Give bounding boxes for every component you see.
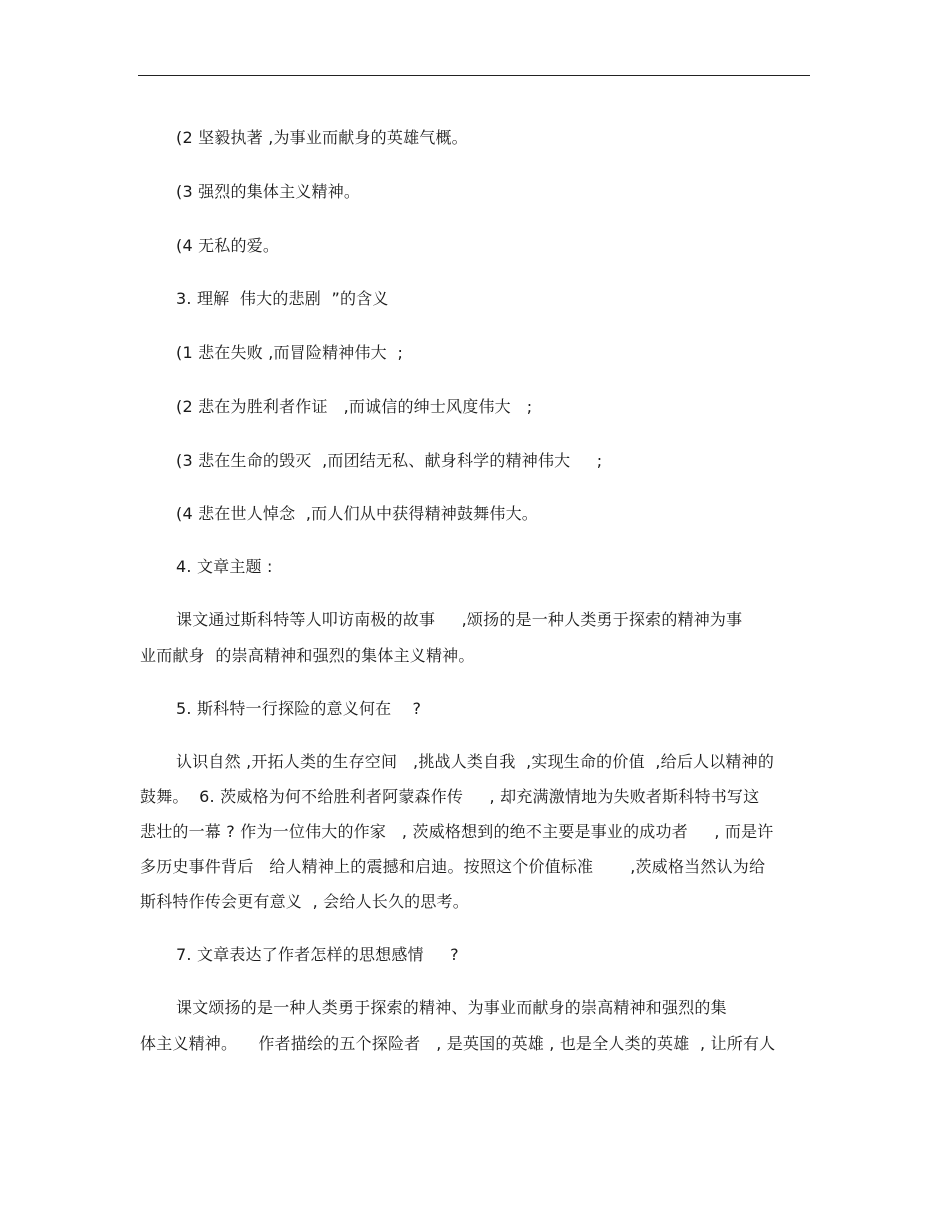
paragraph-line: 斯科特作传会更有意义 , 会给人长久的思考。 [140, 892, 469, 911]
paragraph-line: 课文颂扬的是一种人类勇于探索的精神、为事业而献身的崇高精神和强烈的集 [176, 998, 727, 1017]
section-heading: 5. 斯科特一行探险的意义何在 ? [176, 699, 422, 718]
text-line: (2 坚毅执著 ,为事业而献身的英雄气概。 [176, 128, 468, 147]
paragraph-line: 多历史事件背后 给人精神上的震撼和启迪。按照这个价值标准 ,茨威格当然认为给 [140, 857, 766, 876]
text-line: (4 无私的爱。 [176, 236, 280, 255]
header-rule [138, 75, 810, 76]
paragraph-line: 体主义精神。 作者描绘的五个探险者 , 是英国的英雄 , 也是全人类的英雄 , 让所有人 [140, 1034, 776, 1053]
paragraph-line: 课文通过斯科特等人叩访南极的故事 ,颂扬的是一种人类勇于探索的精神为事 [176, 610, 743, 629]
section-heading: 3. 理解 伟大的悲剧 ”的含义 [176, 289, 389, 308]
paragraph-line: 认识自然 ,开拓人类的生存空间 ,挑战人类自我 ,实现生命的价值 ,给后人以精神的 [176, 752, 775, 771]
text-line: (4 悲在世人悼念 ,而人们从中获得精神鼓舞伟大。 [176, 504, 538, 523]
section-heading: 4. 文章主题 : [176, 557, 273, 576]
paragraph-line: 鼓舞。 6. 茨威格为何不给胜利者阿蒙森作传 , 却充满激情地为失败者斯科特书写这 [140, 787, 760, 806]
text-line: (3 悲在生命的毁灭 ,而团结无私、献身科学的精神伟大 ; [176, 451, 603, 470]
text-line: (3 强烈的集体主义精神。 [176, 182, 361, 201]
paragraph-line: 业而献身 的崇高精神和强烈的集体主义精神。 [140, 646, 475, 665]
paragraph-line: 悲壮的一幕 ? 作为一位伟大的作家 , 茨威格想到的绝不主要是事业的成功者 , 而是许 [140, 822, 774, 841]
text-line: (1 悲在失败 ,而冒险精神伟大 ; [176, 343, 404, 362]
section-heading: 7. 文章表达了作者怎样的思想感情 ? [176, 945, 459, 964]
text-line: (2 悲在为胜利者作证 ,而诚信的绅士风度伟大 ; [176, 397, 533, 416]
